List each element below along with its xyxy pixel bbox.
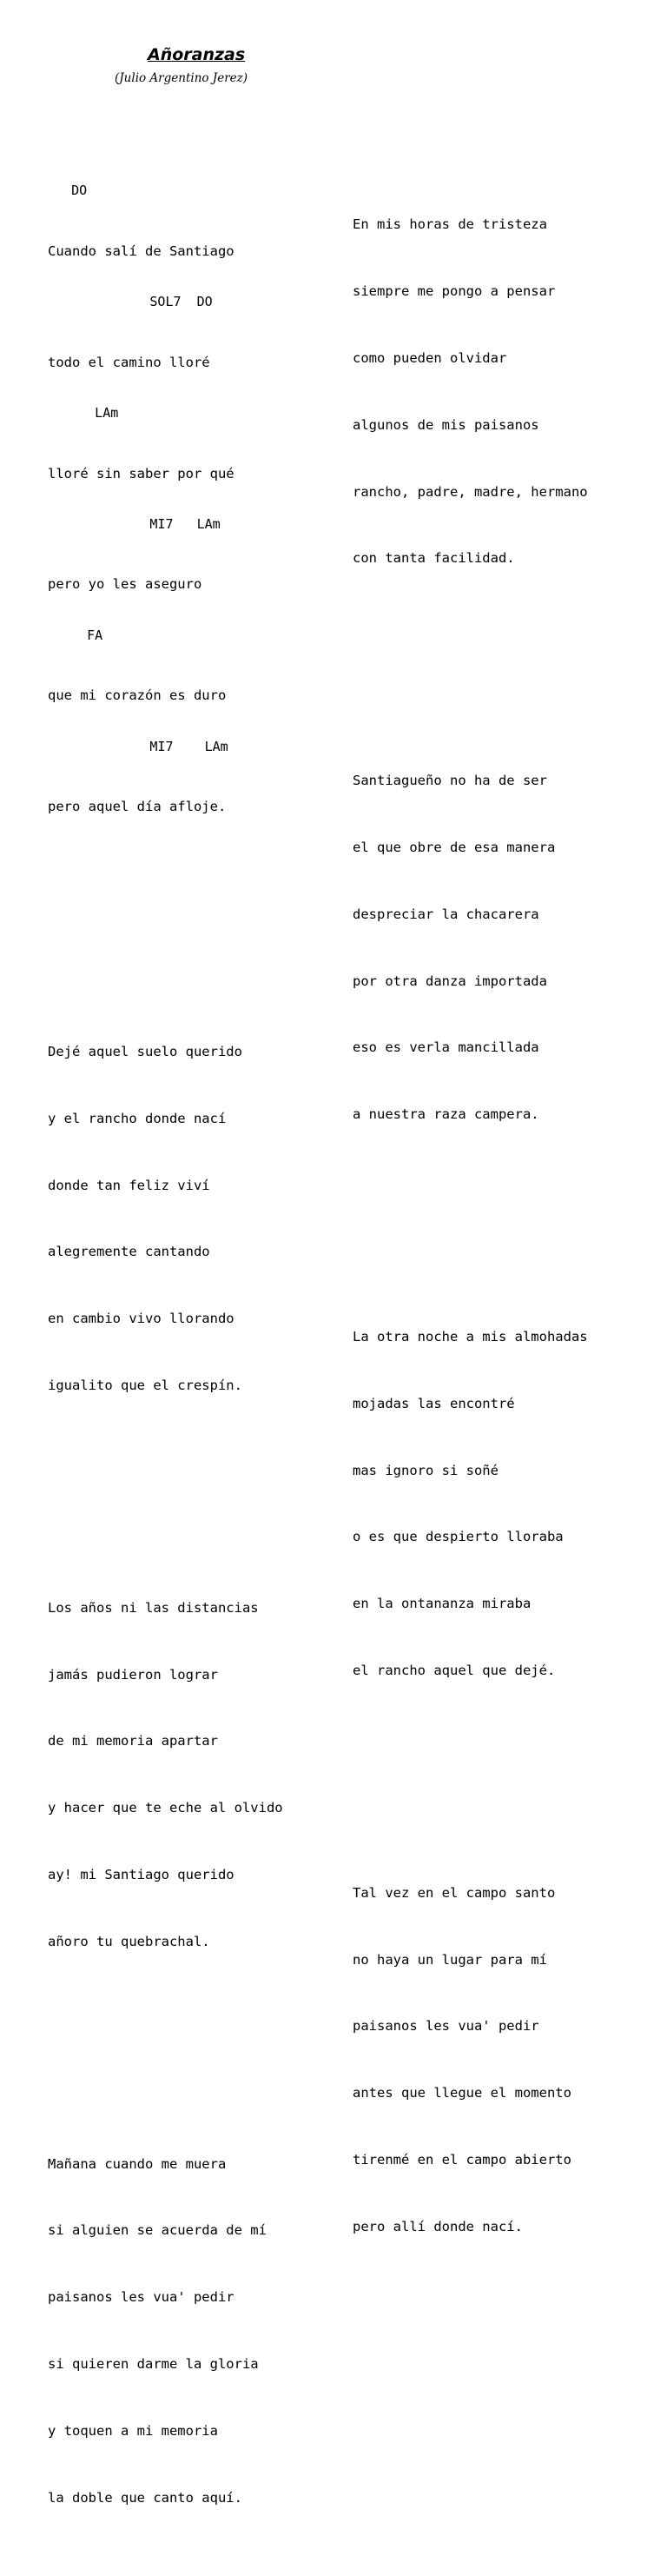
lyric-line: siempre me pongo a pensar [353, 283, 556, 300]
lyric-line: a nuestra raza campera. [353, 1106, 539, 1123]
lyric-line: eso es verla mancillada [353, 1039, 539, 1056]
lyric-line: lloré sin saber por qué [48, 465, 234, 481]
stanza [353, 1282, 588, 1727]
lyric-line: pero allí donde nací. [353, 2218, 523, 2234]
lyric-line: jamás pudieron lograr [48, 1666, 218, 1683]
lyric-line: Dejé aquel suelo querido [48, 1043, 242, 1059]
lyric-line: en la ontananza miraba [353, 1596, 532, 1612]
lyric-line: La otra noche a mis almohadas [353, 1329, 588, 1345]
lyric-line: si alguien se acuerda de mí [48, 2222, 267, 2239]
right-column [353, 125, 588, 2305]
lyric-line: y el rancho donde nací [48, 1110, 227, 1126]
lyric-line: ay! mi Santiago querido [48, 1866, 234, 1882]
lyric-line: tirenmé en el campo abierto [353, 2152, 571, 2168]
chord-line: MI7 LAm [48, 516, 221, 533]
lyric-line: despreciar la chacarera [353, 906, 539, 922]
lyric-line: En mis horas de tristeza [353, 216, 547, 233]
lyric-line: que mi corazón es duro [48, 687, 227, 704]
lyric-line: o es que despierto lloraba [353, 1529, 564, 1545]
stanza [48, 997, 283, 1442]
lyric-line: en cambio vivo llorando [48, 1311, 234, 1327]
chord-line: FA [48, 627, 103, 644]
lyric-line: el que obre de esa manera [353, 840, 556, 855]
lyric-line: Tal vez en el campo santo [353, 1884, 556, 1901]
lyric-line: donde tan feliz viví [48, 1177, 210, 1193]
lyric-line: mas ignoro si soñé [353, 1462, 499, 1478]
left-column [48, 107, 283, 2576]
lyric-line: antes que llegue el momento [353, 2085, 571, 2101]
stanza [353, 1838, 588, 2283]
lyric-line: Cuando salí de Santiago [48, 242, 234, 259]
lyric-line: igualito que el crespín. [48, 1377, 242, 1393]
song-title: Añoranzas [148, 45, 246, 64]
song-author: (Julio Argentino Jerez) [115, 71, 248, 85]
lyric-line: no haya un lugar para mí [353, 1951, 547, 1968]
lyric-line: mojadas las encontré [353, 1395, 515, 1411]
lyric-line: como pueden olvidar [353, 349, 507, 366]
lyric-line: Santiagueño no ha de ser [353, 773, 547, 789]
lyric-line: todo el camino lloré [48, 354, 210, 370]
stanza [353, 726, 588, 1171]
lyric-line: si quieren darme la gloria [48, 2355, 259, 2372]
lyric-line: añoro tu quebrachal. [48, 1933, 210, 1949]
lyric-line: pero yo les aseguro [48, 576, 202, 593]
lyric-line: y hacer que te eche al olvido [48, 1800, 283, 1816]
lyric-line: paisanos les vua' pedir [353, 2018, 539, 2035]
stanza [48, 2108, 283, 2553]
chord-line: LAm [48, 405, 119, 422]
chord-line: SOL7 DO [48, 294, 213, 310]
stanza [353, 169, 588, 614]
lyric-line: Los años ni las distancias [48, 1599, 259, 1616]
lyric-line: el rancho aquel que dejé. [353, 1662, 556, 1678]
lyric-line: alegremente cantando [48, 1244, 210, 1260]
lyric-line: algunos de mis paisanos [353, 416, 539, 433]
lyric-line: y toquen a mi memoria [48, 2422, 218, 2439]
chord-line: MI7 LAm [48, 739, 228, 755]
lyric-line: con tanta facilidad. [353, 550, 515, 567]
lyric-line: de mi memoria apartar [48, 1733, 218, 1749]
stanza [48, 1553, 283, 1998]
lyric-line: pero aquel día afloje. [48, 799, 227, 815]
stanza [48, 151, 283, 863]
lyric-line: paisanos les vua' pedir [48, 2289, 234, 2306]
lyric-line: por otra danza importada [353, 973, 547, 989]
lyric-line: la doble que canto aquí. [48, 2489, 242, 2506]
lyric-line: rancho, padre, madre, hermano [353, 483, 588, 500]
chord-line: DO [48, 183, 88, 199]
lyric-line: Mañana cuando me muera [48, 2155, 227, 2172]
